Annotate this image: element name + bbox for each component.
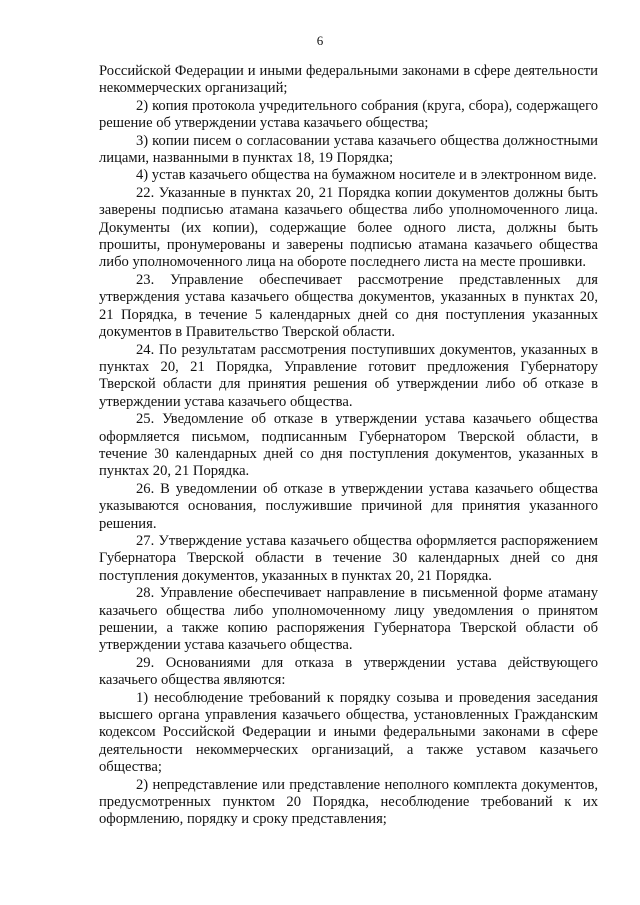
page-number: 6 <box>316 33 324 48</box>
paragraph-item-4: 4) устав казачьего общества на бумажном носителе и в электронном виде. <box>136 167 597 184</box>
paragraph-item-2: 2) копия протокола учредительного собрания (круга, сбора), содержащего решение об утверждении устава казачьего общества; <box>99 97 598 132</box>
paragraph-22: 22. Указанные в пунктах 20, 21 Порядка копии документов должны быть заверены подписью атамана казачьего общества либо уполномоченного лица. Документы (их копии), содержащие более одного листа, должны быть прошиты, пронумерованы и заверены подписью атамана казачьего общества либо уполномоченного лица на обороте последнего листа на месте прошивки. <box>99 184 598 271</box>
paragraph-29: 29. Основаниями для отказа в утверждении устава действующего казачьего общества являются: <box>99 654 598 689</box>
document-body <box>99 63 598 829</box>
paragraph-24: 24. По результатам рассмотрения поступивших документов, указанных в пунктах 20, 21 Порядка, Управление готовит предложения Губернатору Тверской области для принятия решения об утверждении либо об отказе в утверждении устава казачьего общества. <box>99 341 598 410</box>
paragraph-25: 25. Уведомление об отказе в утверждении устава казачьего общества оформляется письмом, подписанным Губернатором Тверской области, в течение 30 календарных дней со дня поступления документов, указанных в пунктах 20, 21 Порядка. <box>99 411 598 480</box>
paragraph-29-item-1: 1) несоблюдение требований к порядку созыва и проведения заседания высшего органа управления казачьего общества, установленных Гражданским кодексом Российской Федерации и иными федеральными законами в сфере деятельности некоммерческих организаций, а также уставом казачьего общества; <box>99 689 598 776</box>
paragraph-28: 28. Управление обеспечивает направление в письменной форме атаману казачьего общества либо уполномоченному лицу уведомления о принятом решении, а также копию распоряжения Губернатора Тверской области об утверждении устава казачьего общества. <box>99 585 598 654</box>
paragraph-27: 27. Утверждение устава казачьего общества оформляется распоряжением Губернатора Тверской области в течение 30 календарных дней со дня поступления документов, указанных в пунктах 20, 21 Порядка. <box>99 532 598 584</box>
paragraph-23: 23. Управление обеспечивает рассмотрение представленных для утверждения устава казачьего общества документов, указанных в пунктах 20, 21 Порядка, в течение 5 календарных дней со дня поступления указанных документов в Правительство Тверской области. <box>99 271 598 341</box>
paragraph-26: 26. В уведомлении об отказе в утверждении устава казачьего общества указываются основания, послужившие причиной для принятия указанного решения. <box>99 480 598 532</box>
paragraph-continuation: Российской Федерации и иными федеральными законами в сфере деятельности некоммерческих организаций; <box>99 63 598 97</box>
paragraph-29-item-2: 2) непредставление или представление неполного комплекта документов, предусмотренных пунктом 20 Порядка, несоблюдение требований к их оформлению, порядку и сроку представления; <box>99 776 598 828</box>
paragraph-item-3: 3) копии писем о согласовании устава казачьего общества должностными лицами, названными в пунктах 18, 19 Порядка; <box>99 132 598 167</box>
